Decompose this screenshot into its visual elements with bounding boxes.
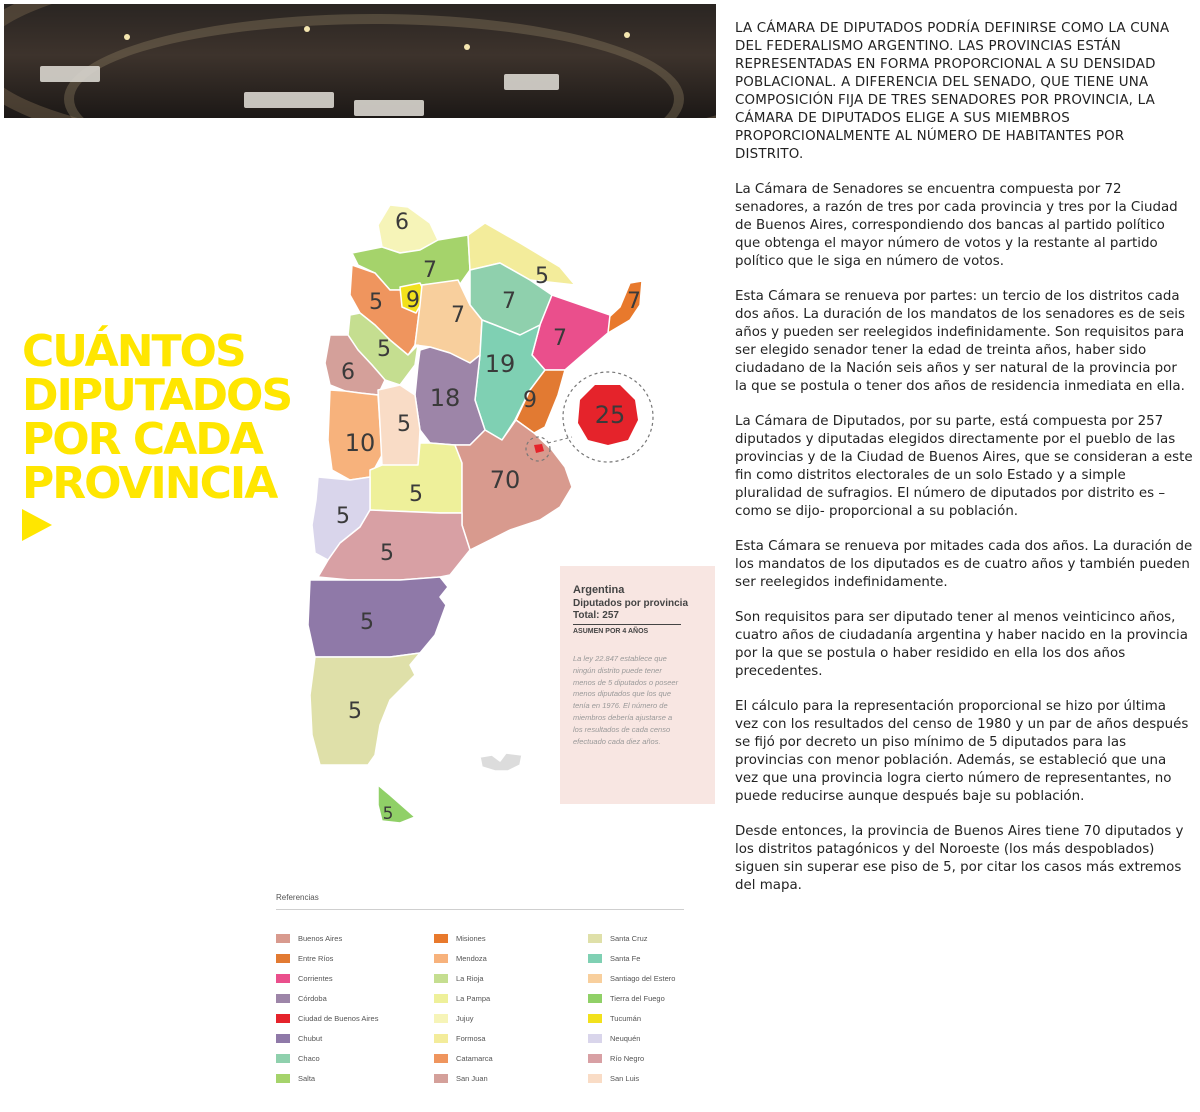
photo-desk	[504, 74, 559, 90]
legend-label: Neuquén	[610, 1033, 641, 1043]
number-la-pampa: 5	[409, 482, 423, 507]
legend-item	[588, 1012, 641, 1024]
number-tucuman: 9	[406, 288, 420, 313]
article-paragraph: El cálculo para la representación proporcional se hizo por última vez con los resultados del censo de 1980 y un par de años después se fijó por decreto un piso mínimo de 5 diputados para las provincias con menor población. Además, se estableció que una vez que una provincia logra cierto número de representantes, no puede reducirse aunque después baje su población.	[735, 699, 1189, 804]
legend-item	[276, 1052, 320, 1064]
number-santa-fe: 19	[484, 350, 516, 378]
legend-swatch	[588, 954, 602, 963]
number-neuquen: 5	[336, 504, 350, 529]
legend-swatch	[276, 1074, 290, 1083]
legend-item	[276, 1072, 315, 1084]
photo-desk	[354, 100, 424, 116]
legend-swatch	[434, 1014, 448, 1023]
article-lead: LA CÁMARA DE DIPUTADOS PODRÍA DEFINIRSE COMO LA CUNA DEL FEDERALISMO ARGENTINO. LAS PROVINCIAS ESTÁN REPRESENTADAS EN FORMA PROPORCIONAL A SU DENSIDAD POBLACIONAL. A DIFERENCIA DEL SENADO, QUE TIENE UNA COMPOSICIÓN FIJA DE TRES SENADORES POR PROVINCIA, LA CÁMARA DE DIPUTADOS ELIGE A SUS MIEMBROS PROPORCIONALMENTE AL NÚMERO DE HABITANTES POR DISTRITO.	[735, 21, 1170, 162]
legend-label: Buenos Aires	[298, 933, 343, 943]
photo-lamp	[124, 34, 130, 40]
photo-desk	[244, 92, 334, 108]
caba-callout-line	[548, 437, 572, 443]
legend-item	[434, 952, 487, 964]
legend-label: Chaco	[298, 1053, 320, 1063]
legend-label: La Rioja	[456, 973, 484, 983]
legend-item	[276, 952, 333, 964]
legend-swatch	[276, 1054, 290, 1063]
legend-item	[434, 1012, 474, 1024]
title-line: DIPUTADOS	[22, 370, 292, 421]
legend-item	[276, 1012, 378, 1024]
number-chubut: 5	[360, 610, 374, 635]
legend-item	[276, 1032, 322, 1044]
title-line: PROVINCIA	[22, 458, 277, 509]
legend-label: Santa Fe	[610, 953, 641, 963]
legend-label: Río Negro	[610, 1053, 645, 1063]
legend	[272, 885, 712, 1100]
legend-label: Jujuy	[456, 1013, 474, 1023]
info-country: Argentina	[573, 584, 625, 596]
legend-item	[588, 992, 665, 1004]
number-corrientes: 7	[553, 326, 567, 351]
article	[735, 20, 1193, 912]
number-misiones: 7	[627, 289, 641, 314]
province-chubut[interactable]	[308, 577, 448, 657]
number-san-luis: 5	[397, 412, 411, 437]
legend-item	[434, 932, 486, 944]
legend-item	[588, 972, 675, 984]
legend-item	[276, 992, 327, 1004]
info-subtitle: Diputados por provincia	[573, 598, 689, 609]
article-paragraph: Desde entonces, la provincia de Buenos Aires tiene 70 diputados y los distritos patagónicos y del Noroeste (los más despoblados) siguen sin superar ese piso de 5, por citar los casos más extremos del mapa.	[735, 824, 1184, 893]
legend-label: Tucumán	[610, 1013, 641, 1023]
legend-label: Formosa	[456, 1033, 486, 1043]
legend-swatch	[276, 994, 290, 1003]
legend-item	[276, 932, 342, 944]
legend-swatch	[434, 934, 448, 943]
legend-label: Ciudad de Buenos Aires	[298, 1013, 379, 1023]
article-paragraph: Esta Cámara se renueva por mitades cada dos años. La duración de los mandatos de los diputados es de cuatro años y también pueden ser reelegidos indefinidamente.	[735, 539, 1193, 590]
article-paragraph: Esta Cámara se renueva por partes: un tercio de los distritos cada dos años. La duración de los mandatos de los senadores es de seis años y pueden ser reelegidos indefinidamente. Son requisitos para ser elegido senador tener la edad de treinta años, haber sido ciudadano de la Nación seis años y ser natural de la provincia por la que se postula o tener dos años de residencia inmediata en ella.	[735, 289, 1185, 394]
number-jujuy: 6	[395, 210, 409, 235]
play-arrow-icon	[22, 509, 52, 541]
number-buenos-aires: 70	[489, 466, 521, 494]
legend-item	[434, 1032, 486, 1044]
title-line: CUÁNTOS	[22, 326, 245, 377]
legend-swatch	[276, 934, 290, 943]
legend-label: La Pampa	[456, 993, 491, 1003]
legend-swatch	[588, 1074, 602, 1083]
legend-swatch	[434, 994, 448, 1003]
legend-label: Catamarca	[456, 1053, 493, 1063]
article-paragraph: La Cámara de Diputados, por su parte, está compuesta por 257 diputados y diputadas elegidos directamente por el pueblo de las provincias y de la Ciudad de Buenos Aires, que se consideran a este fin como distritos electorales de un solo Estado y a simple pluralidad de sufragios. El número de diputados por distrito es –como se dijo- proporcional a su población.	[735, 414, 1193, 519]
legend-label: Salta	[298, 1073, 316, 1083]
number-salta: 7	[423, 258, 437, 283]
photo-desk	[40, 66, 100, 82]
number-cordoba: 18	[429, 384, 461, 412]
legend-item	[588, 952, 640, 964]
province-santa-cruz[interactable]	[310, 653, 420, 765]
number-santa-cruz: 5	[348, 699, 362, 724]
info-divider	[573, 624, 681, 625]
number-mendoza: 10	[344, 429, 376, 457]
number-san-juan: 6	[341, 360, 355, 385]
legend-item	[588, 1032, 640, 1044]
legend-swatch	[434, 1074, 448, 1083]
legend-swatch	[434, 974, 448, 983]
legend-item	[588, 1052, 644, 1064]
legend-swatch	[276, 974, 290, 983]
legend-label: San Luis	[610, 1073, 640, 1083]
legend-swatch	[276, 954, 290, 963]
legend-swatch	[434, 1054, 448, 1063]
legend-swatch	[276, 1014, 290, 1023]
number-catamarca: 5	[369, 290, 383, 315]
islas-malvinas	[480, 753, 522, 771]
photo-lamp	[304, 26, 310, 32]
number-chaco: 7	[502, 289, 516, 314]
article-paragraph: La Cámara de Senadores se encuentra compuesta por 72 senadores, a razón de tres por cada provincia y tres por la Ciudad de Buenos Aires, correspondiendo dos bancas al partido político que obtenga el mayor número de votos y la restante al partido político que le siga en número de votos.	[735, 182, 1178, 269]
number-la-rioja: 5	[377, 337, 391, 362]
legend-swatch	[588, 934, 602, 943]
legend-item	[434, 972, 484, 984]
legend-label: Córdoba	[298, 993, 327, 1003]
info-box	[560, 566, 715, 804]
legend-label: Corrientes	[298, 973, 333, 983]
legend-item	[434, 1072, 488, 1084]
info-total: Total: 257	[573, 610, 619, 621]
number-caba: 25	[594, 401, 626, 429]
number-rio-negro: 5	[380, 541, 394, 566]
legend-item	[588, 1072, 639, 1084]
legend-swatch	[434, 954, 448, 963]
legend-swatch	[588, 1034, 602, 1043]
legend-label: Santa Cruz	[610, 933, 648, 943]
legend-swatch	[434, 1034, 448, 1043]
number-santiago: 7	[451, 303, 465, 328]
legend-swatch	[588, 994, 602, 1003]
legend-title: Referencias	[276, 893, 319, 902]
number-tierra-del-fuego: 5	[382, 804, 394, 824]
header-photo	[4, 4, 716, 118]
legend-label: Mendoza	[456, 953, 487, 963]
info-note: La ley 22.847 establece que ningún distrito puede tener menos de 5 diputados o poseer menos diputados que los que tenía en 1976. El número de miembros debería ajustarse a los resultados de cada censo efectuado cada diez años.	[573, 654, 679, 746]
legend-item	[434, 1052, 493, 1064]
title-line: POR CADA	[22, 414, 262, 465]
legend-item	[588, 932, 648, 944]
number-entre-rios: 9	[523, 388, 537, 413]
legend-label: San Juan	[456, 1073, 488, 1083]
legend-item	[276, 972, 333, 984]
legend-label: Tierra del Fuego	[610, 993, 665, 1003]
page-title	[22, 326, 322, 509]
legend-swatch	[276, 1034, 290, 1043]
article-paragraph: Son requisitos para ser diputado tener al menos veinticinco años, cuatro años de ciudadanía argentina y haber nacido en la provincia por la que se postula o haber residido en ella los dos años precedentes.	[735, 610, 1188, 679]
photo-lamp	[624, 32, 630, 38]
legend-swatch	[588, 1014, 602, 1023]
legend-swatch	[588, 1054, 602, 1063]
photo-lamp	[464, 44, 470, 50]
legend-swatch	[588, 974, 602, 983]
legend-divider	[276, 909, 684, 910]
legend-label: Santiago del Estero	[610, 973, 676, 983]
info-term: ASUMEN POR 4 AÑOS	[573, 628, 649, 635]
number-formosa: 5	[535, 264, 549, 289]
legend-label: Chubut	[298, 1033, 323, 1043]
legend-item	[434, 992, 490, 1004]
legend-label: Misiones	[456, 933, 486, 943]
legend-label: Entre Ríos	[298, 953, 334, 963]
